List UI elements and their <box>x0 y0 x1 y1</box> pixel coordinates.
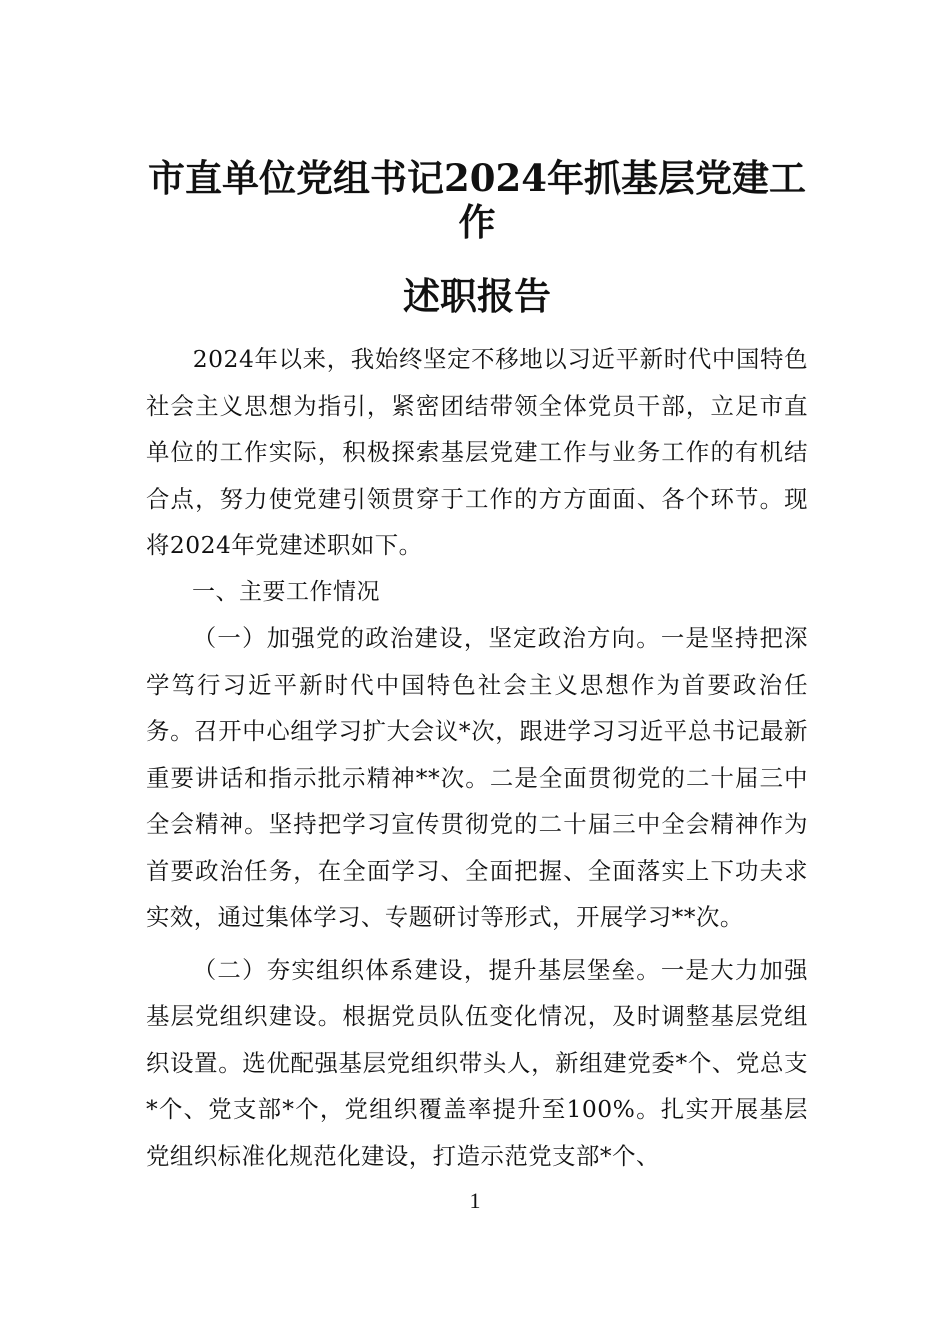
document-body <box>146 336 808 1179</box>
subsection-2-lead: （二）夯实组织体系建设，提升基层堡垒。 <box>192 955 661 984</box>
title-line-1: 市直单位党组书记2024年抓基层党建工作 <box>148 156 806 244</box>
document-title <box>146 150 808 318</box>
subsection-2-paragraph <box>146 947 808 1180</box>
intro-paragraph: 2024年以来，我始终坚定不移地以习近平新时代中国特色社会主义思想为指引，紧密团结带领全体党员干部，立足市直单位的工作实际，积极探索基层党建工作与业务工作的有机结合点，努力使党建引领贯穿于工作的方方面面、各个环节。现将2024年党建述职如下。 <box>146 345 808 559</box>
subsection-1-body: 一是坚持把深学笃行习近平新时代中国特色社会主义思想作为首要政治任务。召开中心组学习扩大会议*次，跟进学习习近平总书记最新重要讲话和指示批示精神**次。二是全面贯彻党的二十届三中全会精神。坚持把学习宣传贯彻党的二十届三中全会精神作为首要政治任务，在全面学习、全面把握、全面落实上下功夫求实效，通过集体学习、专题研讨等形式，开展学习**次。 <box>146 624 809 931</box>
subsection-1-paragraph <box>146 615 808 941</box>
title-line-2: 述职报告 <box>403 274 551 318</box>
page-number: 1 <box>469 1188 481 1213</box>
subsection-1-lead: （一）加强党的政治建设，坚定政治方向。 <box>192 624 661 652</box>
section-heading-main-work: 一、主要工作情况 <box>192 578 380 605</box>
subsection-2-body: 一是大力加强基层党组织建设。根据党员队伍变化情况，及时调整基层党组织设置。选优配强基层党组织带头人，新组建党委*个、党总支*个、党支部*个，党组织覆盖率提升至100%。扎实开展基层党组织标准化规范化建设，打造示范党支部*个、 <box>146 955 809 1170</box>
document-page <box>146 150 808 1179</box>
